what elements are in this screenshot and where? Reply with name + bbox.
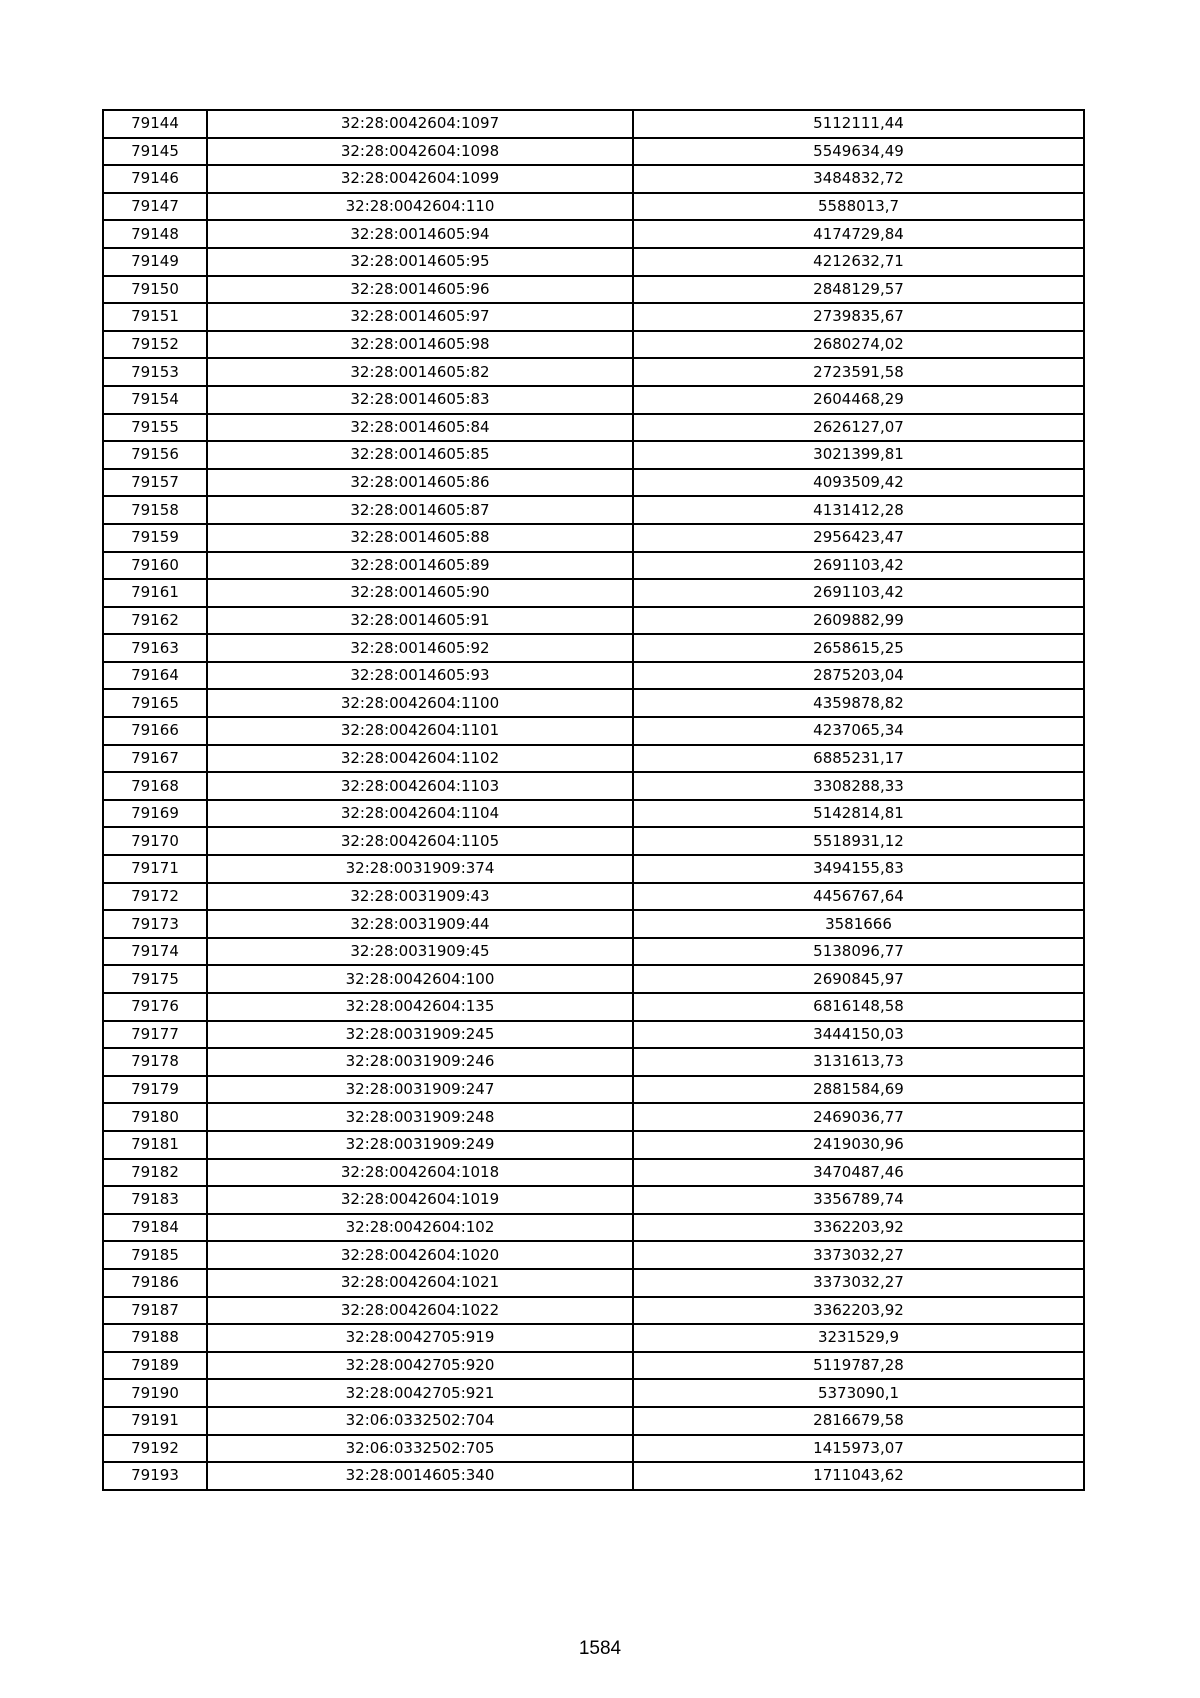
cadastral-number-cell: 32:28:0042604:1104 — [207, 800, 633, 828]
table-row — [103, 1379, 1084, 1407]
table-row — [103, 165, 1084, 193]
row-number-cell: 79150 — [103, 276, 207, 304]
row-number-cell: 79151 — [103, 303, 207, 331]
row-number-cell: 79166 — [103, 717, 207, 745]
cadastral-number-cell: 32:28:0031909:248 — [207, 1103, 633, 1131]
row-number-cell: 79187 — [103, 1297, 207, 1325]
row-number-cell: 79164 — [103, 662, 207, 690]
table-row — [103, 689, 1084, 717]
row-number-cell: 79147 — [103, 193, 207, 221]
cadastral-number-cell: 32:28:0042604:1099 — [207, 165, 633, 193]
cadastral-number-cell: 32:28:0014605:91 — [207, 607, 633, 635]
cadastral-value-cell: 3308288,33 — [633, 772, 1084, 800]
table-row — [103, 1297, 1084, 1325]
cadastral-number-cell: 32:28:0042604:1103 — [207, 772, 633, 800]
cadastral-number-cell: 32:28:0042705:921 — [207, 1379, 633, 1407]
table-row — [103, 1269, 1084, 1297]
row-number-cell: 79165 — [103, 689, 207, 717]
cadastral-value-cell: 4174729,84 — [633, 220, 1084, 248]
table-row — [103, 1324, 1084, 1352]
cadastral-number-cell: 32:28:0042604:1097 — [207, 110, 633, 138]
cadastral-value-cell: 2658615,25 — [633, 634, 1084, 662]
cadastral-number-cell: 32:28:0031909:246 — [207, 1048, 633, 1076]
table-row — [103, 1435, 1084, 1463]
cadastral-number-cell: 32:28:0042604:1101 — [207, 717, 633, 745]
cadastral-value-cell: 5588013,7 — [633, 193, 1084, 221]
cadastral-number-cell: 32:06:0332502:705 — [207, 1435, 633, 1463]
row-number-cell: 79170 — [103, 827, 207, 855]
row-number-cell: 79192 — [103, 1435, 207, 1463]
cadastral-value-cell: 2680274,02 — [633, 331, 1084, 359]
table-row — [103, 1241, 1084, 1269]
cadastral-number-cell: 32:28:0042604:1019 — [207, 1186, 633, 1214]
table-row — [103, 276, 1084, 304]
row-number-cell: 79149 — [103, 248, 207, 276]
cadastral-number-cell: 32:28:0042604:1102 — [207, 745, 633, 773]
cadastral-number-cell: 32:28:0042604:1020 — [207, 1241, 633, 1269]
table-row — [103, 138, 1084, 166]
table-row — [103, 1214, 1084, 1242]
table-row — [103, 193, 1084, 221]
table-row — [103, 496, 1084, 524]
cadastral-value-cell: 4456767,64 — [633, 883, 1084, 911]
row-number-cell: 79169 — [103, 800, 207, 828]
cadastral-value-cell: 3131613,73 — [633, 1048, 1084, 1076]
cadastral-number-cell: 32:28:0014605:82 — [207, 358, 633, 386]
page-number: 1584 — [578, 1638, 622, 1659]
row-number-cell: 79157 — [103, 469, 207, 497]
cadastral-number-cell: 32:28:0042604:110 — [207, 193, 633, 221]
cadastral-value-cell: 2875203,04 — [633, 662, 1084, 690]
cadastral-value-cell: 4359878,82 — [633, 689, 1084, 717]
table-row — [103, 1352, 1084, 1380]
cadastral-number-cell: 32:28:0031909:245 — [207, 1021, 633, 1049]
table-row — [103, 414, 1084, 442]
table-row — [103, 717, 1084, 745]
cadastral-value-cell: 3362203,92 — [633, 1214, 1084, 1242]
cadastral-value-cell: 2739835,67 — [633, 303, 1084, 331]
table-row — [103, 331, 1084, 359]
cadastral-value-cell: 5518931,12 — [633, 827, 1084, 855]
table-row — [103, 552, 1084, 580]
cadastral-value-cell: 2956423,47 — [633, 524, 1084, 552]
cadastral-number-cell: 32:28:0042604:100 — [207, 965, 633, 993]
row-number-cell: 79167 — [103, 745, 207, 773]
table-row — [103, 1021, 1084, 1049]
table-row — [103, 827, 1084, 855]
row-number-cell: 79182 — [103, 1159, 207, 1187]
cadastral-value-cell: 2626127,07 — [633, 414, 1084, 442]
cadastral-number-cell: 32:28:0014605:93 — [207, 662, 633, 690]
cadastral-value-cell: 2604468,29 — [633, 386, 1084, 414]
row-number-cell: 79168 — [103, 772, 207, 800]
table-row — [103, 662, 1084, 690]
cadastral-value-cell: 2881584,69 — [633, 1076, 1084, 1104]
row-number-cell: 79171 — [103, 855, 207, 883]
cadastral-value-cell: 6885231,17 — [633, 745, 1084, 773]
cadastral-value-cell: 4212632,71 — [633, 248, 1084, 276]
cadastral-number-cell: 32:28:0042705:920 — [207, 1352, 633, 1380]
cadastral-number-cell: 32:28:0042604:1098 — [207, 138, 633, 166]
row-number-cell: 79185 — [103, 1241, 207, 1269]
cadastral-value-table — [102, 109, 1085, 1491]
cadastral-value-cell: 3494155,83 — [633, 855, 1084, 883]
cadastral-number-cell: 32:28:0031909:247 — [207, 1076, 633, 1104]
row-number-cell: 79193 — [103, 1462, 207, 1490]
table-row — [103, 579, 1084, 607]
row-number-cell: 79154 — [103, 386, 207, 414]
row-number-cell: 79152 — [103, 331, 207, 359]
cadastral-value-cell: 2848129,57 — [633, 276, 1084, 304]
cadastral-value-cell: 3373032,27 — [633, 1269, 1084, 1297]
cadastral-number-cell: 32:28:0014605:340 — [207, 1462, 633, 1490]
cadastral-value-cell: 3021399,81 — [633, 441, 1084, 469]
row-number-cell: 79158 — [103, 496, 207, 524]
cadastral-value-cell: 3356789,74 — [633, 1186, 1084, 1214]
cadastral-value-cell: 4131412,28 — [633, 496, 1084, 524]
cadastral-value-cell: 3231529,9 — [633, 1324, 1084, 1352]
table-row — [103, 358, 1084, 386]
cadastral-value-cell: 3373032,27 — [633, 1241, 1084, 1269]
row-number-cell: 79155 — [103, 414, 207, 442]
cadastral-number-cell: 32:28:0042604:1105 — [207, 827, 633, 855]
row-number-cell: 79160 — [103, 552, 207, 580]
cadastral-number-cell: 32:28:0042604:102 — [207, 1214, 633, 1242]
cadastral-value-cell: 5138096,77 — [633, 938, 1084, 966]
cadastral-value-cell: 2609882,99 — [633, 607, 1084, 635]
row-number-cell: 79180 — [103, 1103, 207, 1131]
cadastral-number-cell: 32:28:0042604:1021 — [207, 1269, 633, 1297]
row-number-cell: 79190 — [103, 1379, 207, 1407]
row-number-cell: 79145 — [103, 138, 207, 166]
table-row — [103, 745, 1084, 773]
table-row — [103, 883, 1084, 911]
cadastral-value-cell: 2691103,42 — [633, 579, 1084, 607]
cadastral-number-cell: 32:28:0031909:45 — [207, 938, 633, 966]
table-row — [103, 1131, 1084, 1159]
table-row — [103, 248, 1084, 276]
row-number-cell: 79153 — [103, 358, 207, 386]
cadastral-number-cell: 32:28:0031909:374 — [207, 855, 633, 883]
row-number-cell: 79191 — [103, 1407, 207, 1435]
cadastral-number-cell: 32:28:0042705:919 — [207, 1324, 633, 1352]
table-row — [103, 303, 1084, 331]
cadastral-value-cell: 6816148,58 — [633, 993, 1084, 1021]
cadastral-value-cell: 2816679,58 — [633, 1407, 1084, 1435]
cadastral-value-cell: 3484832,72 — [633, 165, 1084, 193]
cadastral-number-cell: 32:28:0014605:98 — [207, 331, 633, 359]
table-row — [103, 910, 1084, 938]
row-number-cell: 79188 — [103, 1324, 207, 1352]
cadastral-number-cell: 32:28:0014605:90 — [207, 579, 633, 607]
table-row — [103, 1076, 1084, 1104]
cadastral-value-cell: 3362203,92 — [633, 1297, 1084, 1325]
cadastral-number-cell: 32:28:0014605:83 — [207, 386, 633, 414]
row-number-cell: 79177 — [103, 1021, 207, 1049]
cadastral-value-cell: 5373090,1 — [633, 1379, 1084, 1407]
table-body — [103, 110, 1084, 1490]
row-number-cell: 79156 — [103, 441, 207, 469]
row-number-cell: 79163 — [103, 634, 207, 662]
row-number-cell: 79144 — [103, 110, 207, 138]
table-row — [103, 1103, 1084, 1131]
table-row — [103, 800, 1084, 828]
row-number-cell: 79159 — [103, 524, 207, 552]
cadastral-value-cell: 4237065,34 — [633, 717, 1084, 745]
cadastral-value-cell: 2723591,58 — [633, 358, 1084, 386]
table-row — [103, 1159, 1084, 1187]
row-number-cell: 79172 — [103, 883, 207, 911]
cadastral-number-cell: 32:28:0031909:44 — [207, 910, 633, 938]
row-number-cell: 79162 — [103, 607, 207, 635]
table-row — [103, 993, 1084, 1021]
row-number-cell: 79175 — [103, 965, 207, 993]
table-row — [103, 220, 1084, 248]
table-row — [103, 1462, 1084, 1490]
table-row — [103, 524, 1084, 552]
cadastral-value-cell: 3444150,03 — [633, 1021, 1084, 1049]
cadastral-number-cell: 32:06:0332502:704 — [207, 1407, 633, 1435]
table-row — [103, 772, 1084, 800]
cadastral-number-cell: 32:28:0014605:85 — [207, 441, 633, 469]
cadastral-number-cell: 32:28:0031909:43 — [207, 883, 633, 911]
table-row — [103, 1048, 1084, 1076]
cadastral-number-cell: 32:28:0042604:1022 — [207, 1297, 633, 1325]
cadastral-number-cell: 32:28:0014605:86 — [207, 469, 633, 497]
cadastral-value-cell: 5119787,28 — [633, 1352, 1084, 1380]
row-number-cell: 79148 — [103, 220, 207, 248]
row-number-cell: 79186 — [103, 1269, 207, 1297]
table-row — [103, 386, 1084, 414]
row-number-cell: 79189 — [103, 1352, 207, 1380]
table-row — [103, 938, 1084, 966]
cadastral-number-cell: 32:28:0014605:96 — [207, 276, 633, 304]
cadastral-value-cell: 2469036,77 — [633, 1103, 1084, 1131]
cadastral-number-cell: 32:28:0014605:97 — [207, 303, 633, 331]
table-row — [103, 965, 1084, 993]
table-row — [103, 1407, 1084, 1435]
cadastral-value-cell: 1415973,07 — [633, 1435, 1084, 1463]
cadastral-value-cell: 5142814,81 — [633, 800, 1084, 828]
cadastral-value-cell: 2690845,97 — [633, 965, 1084, 993]
cadastral-number-cell: 32:28:0014605:88 — [207, 524, 633, 552]
cadastral-number-cell: 32:28:0014605:87 — [207, 496, 633, 524]
cadastral-number-cell: 32:28:0042604:1018 — [207, 1159, 633, 1187]
table-row — [103, 607, 1084, 635]
table-row — [103, 110, 1084, 138]
cadastral-number-cell: 32:28:0014605:89 — [207, 552, 633, 580]
row-number-cell: 79174 — [103, 938, 207, 966]
row-number-cell: 79184 — [103, 1214, 207, 1242]
table-row — [103, 469, 1084, 497]
cadastral-value-cell: 5112111,44 — [633, 110, 1084, 138]
row-number-cell: 79183 — [103, 1186, 207, 1214]
cadastral-number-cell: 32:28:0042604:135 — [207, 993, 633, 1021]
row-number-cell: 79181 — [103, 1131, 207, 1159]
cadastral-value-cell: 2691103,42 — [633, 552, 1084, 580]
cadastral-value-cell: 3581666 — [633, 910, 1084, 938]
row-number-cell: 79178 — [103, 1048, 207, 1076]
table-row — [103, 855, 1084, 883]
row-number-cell: 79161 — [103, 579, 207, 607]
row-number-cell: 79173 — [103, 910, 207, 938]
cadastral-value-cell: 3470487,46 — [633, 1159, 1084, 1187]
cadastral-number-cell: 32:28:0014605:94 — [207, 220, 633, 248]
cadastral-value-cell: 1711043,62 — [633, 1462, 1084, 1490]
table-row — [103, 634, 1084, 662]
table-row — [103, 1186, 1084, 1214]
cadastral-number-cell: 32:28:0031909:249 — [207, 1131, 633, 1159]
cadastral-number-cell: 32:28:0014605:92 — [207, 634, 633, 662]
table-row — [103, 441, 1084, 469]
row-number-cell: 79176 — [103, 993, 207, 1021]
cadastral-value-cell: 5549634,49 — [633, 138, 1084, 166]
row-number-cell: 79146 — [103, 165, 207, 193]
row-number-cell: 79179 — [103, 1076, 207, 1104]
cadastral-number-cell: 32:28:0014605:95 — [207, 248, 633, 276]
cadastral-value-cell: 2419030,96 — [633, 1131, 1084, 1159]
cadastral-number-cell: 32:28:0014605:84 — [207, 414, 633, 442]
cadastral-value-cell: 4093509,42 — [633, 469, 1084, 497]
cadastral-number-cell: 32:28:0042604:1100 — [207, 689, 633, 717]
